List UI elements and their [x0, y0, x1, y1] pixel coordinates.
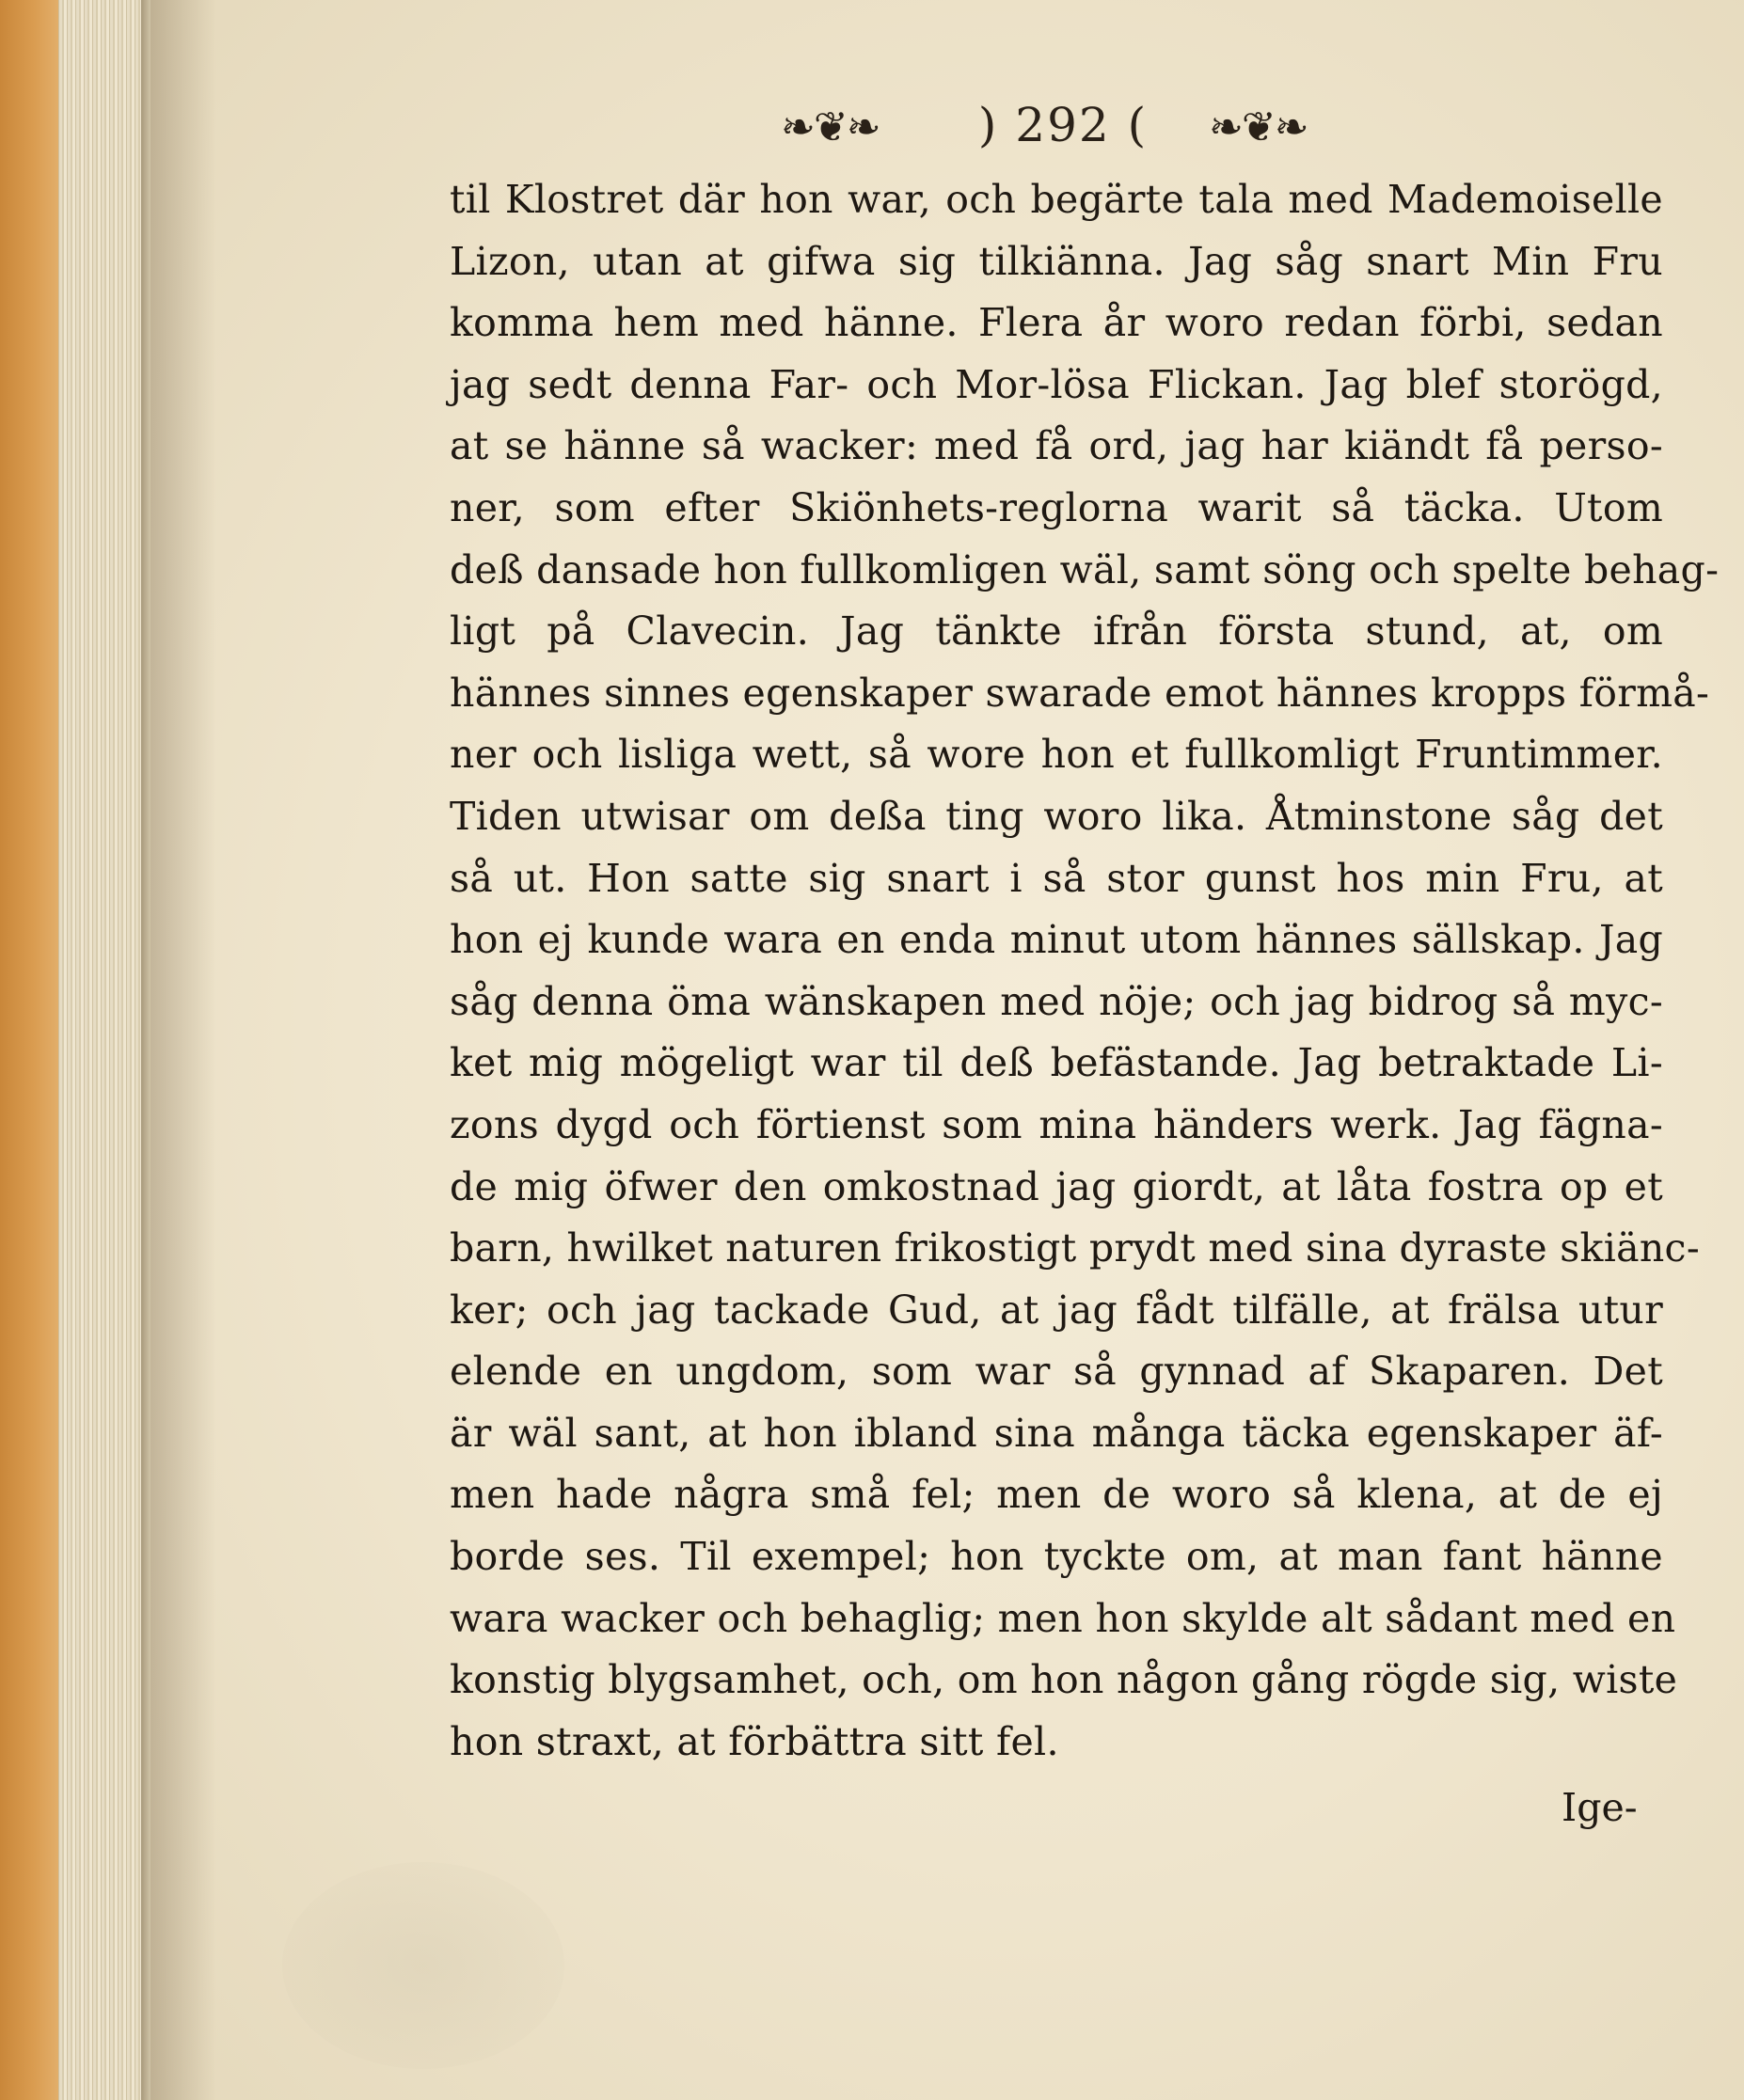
text-line: ket mig mögeligt war til deß befästande. Jag betraktade Li-: [450, 1040, 1663, 1086]
ornament-left-icon: ❧❦❧: [781, 103, 880, 151]
text-line: jag sedt denna Far- och Mor-lösa Flickan. Jag blef storögd,: [450, 361, 1663, 407]
text-line: de mig öfwer den omkostnad jag giordt, at låta fostra op et: [450, 1163, 1663, 1209]
ornament-right-icon: ❧❦❧: [1209, 103, 1308, 151]
text-line: så ut. Hon satte sig snart i så stor gunst hos min Fru, at: [450, 855, 1663, 901]
text-line: wara wacker och behaglig; men hon skylde alt sådant med en: [450, 1595, 1676, 1641]
text-line: ner och lisliga wett, så wore hon et fullkomligt Fruntimmer.: [450, 732, 1663, 778]
text-line: borde ses. Til exempel; hon tyckte om, at man fant hänne: [450, 1534, 1663, 1580]
gutter-shadow: [151, 0, 216, 2100]
text-line: zons dygd och förtienst som mina händers werk. Jag fägna-: [450, 1101, 1663, 1147]
paper-stain: [282, 1862, 564, 2069]
text-line: at se hänne så wacker: med få ord, jag har kiändt få perso-: [450, 423, 1663, 469]
text-line: barn, hwilket naturen frikostigt prydt med sina dyraste skiänc-: [450, 1225, 1700, 1271]
text-line: Lizon, utan at gifwa sig tilkiänna. Jag såg snart Min Fru: [450, 238, 1663, 284]
text-line: elende en ungdom, som war så gynnad af Skaparen. Det: [450, 1349, 1663, 1395]
body-text: [450, 169, 1720, 1773]
text-line: ligt på Clavecin. Jag tänkte ifrån första stund, at, om: [450, 608, 1663, 655]
text-line: deß dansade hon fullkomligen wäl, samt söng och spelte behag-: [450, 546, 1720, 592]
page-block-edge: [0, 0, 151, 2100]
text-line: hon ej kunde wara en enda minut utom hännes sällskap. Jag: [450, 917, 1663, 963]
header-content: [781, 94, 1355, 160]
text-line: Tiden utwisar om deßa ting woro lika. Åtminstone såg det: [450, 793, 1663, 839]
text-line: konstig blygsamhet, och, om hon någon gång rögde sig, wiste: [450, 1657, 1678, 1703]
text-line: ner, som efter Skiönhets-reglorna warit så täcka. Utom: [450, 484, 1663, 530]
text-line-last: hon straxt, at förbättra sitt fel.: [450, 1718, 1059, 1764]
text-line: komma hem med hänne. Flera år woro redan förbi, sedan: [450, 300, 1663, 346]
text-line: til Klostret där hon war, och begärte tala med Mademoiselle: [450, 177, 1663, 222]
text-line: såg denna öma wänskapen med nöje; och jag bidrog så myc-: [450, 978, 1663, 1024]
page-number: ) 292 (: [977, 98, 1149, 152]
text-line: är wäl sant, at hon ibland sina många täcka egenskaper äf-: [450, 1410, 1663, 1456]
catchword: Ige-: [1562, 1785, 1638, 1830]
text-line: ker; och jag tackade Gud, at jag fådt tilfälle, at frälsa utur: [450, 1287, 1663, 1333]
running-header: [0, 94, 1744, 160]
text-line: men hade några små fel; men de woro så klena, at de ej: [450, 1472, 1663, 1518]
text-line: hännes sinnes egenskaper swarade emot hännes kropps förmå-: [450, 670, 1710, 716]
